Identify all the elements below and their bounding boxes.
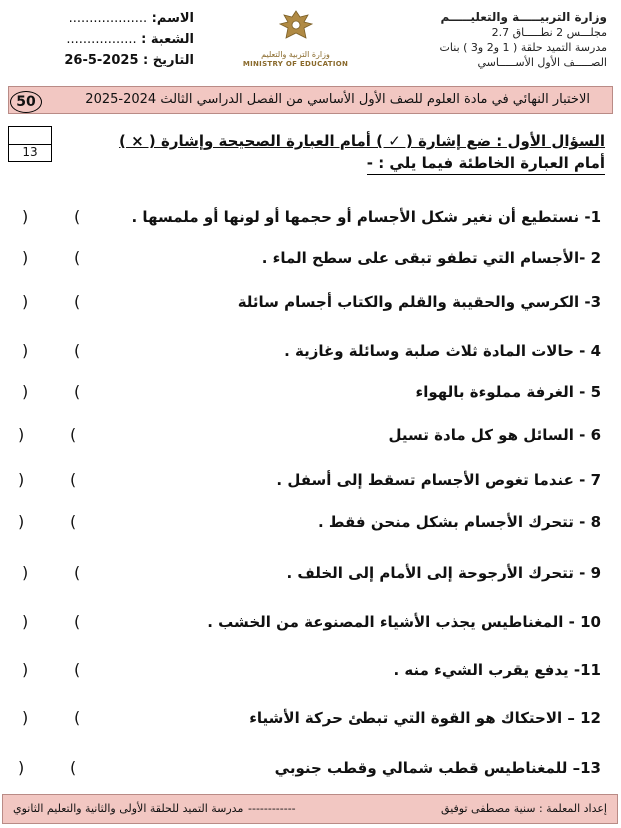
item-text: 2 -الأجسام التي تطفو تبقى على سطح الماء . [261, 249, 601, 267]
answer-paren-open: ) [22, 612, 29, 631]
student-info [14, 8, 194, 71]
total-score-badge: 50 [10, 91, 42, 113]
teacher-credit: إعداد المعلمة : سنية مصطفى توفيق [441, 802, 607, 815]
list-item [0, 288, 621, 318]
answer-paren-open: ) [22, 660, 29, 679]
list-item [0, 508, 621, 538]
answer-paren-open: ) [22, 563, 29, 582]
item-text: 13– للمغناطيس قطب شمالي وقطب جنوبي [274, 759, 601, 777]
answer-paren-close[interactable]: ( [74, 708, 81, 727]
answer-paren-close[interactable]: ( [74, 612, 81, 631]
school-name: مدرسة التميد للحلقة الأولى والثانية والتعليم الثانوي [13, 802, 244, 815]
date-value: 26-5-2025 [64, 53, 139, 68]
question-heading [65, 130, 605, 175]
question-score: 13 [22, 145, 38, 159]
answer-paren-open: ) [22, 341, 29, 360]
falcon-emblem-icon [276, 8, 316, 46]
name-row [14, 8, 194, 29]
answer-paren-close[interactable]: ( [74, 563, 81, 582]
list-item [0, 656, 621, 686]
ministry-line: مدرسة التميد حلقة ( 1 و2 و3 ) بنات [439, 41, 607, 54]
item-text: 12 – الاحتكاك هو القوة التي تبطئ حركة الأشياء [249, 709, 601, 727]
question-score-box [8, 126, 52, 162]
date-row [14, 50, 194, 71]
answer-paren-close[interactable]: ( [74, 248, 81, 267]
list-item [0, 421, 621, 451]
answer-paren-open: ) [22, 207, 29, 226]
question-line-1: السؤال الأول : ضع إشارة ( ✓ ) أمام العبارة الصحيحة وإشارة ( × ) [119, 132, 605, 150]
answer-paren-close[interactable]: ( [70, 758, 77, 777]
ministry-line: وزارة التربيـــــة والتعليـــــم [440, 10, 607, 24]
answer-paren-close[interactable]: ( [70, 425, 77, 444]
section-label: الشعبة : [141, 32, 194, 47]
name-label: الاسم: [151, 11, 194, 26]
answer-paren-close[interactable]: ( [74, 207, 81, 226]
list-item [0, 704, 621, 734]
ministry-header [397, 10, 607, 70]
item-text: 4 - حالات المادة ثلاث صلبة وسائلة وغازية . [284, 342, 601, 360]
list-item [0, 337, 621, 367]
item-text: 11- يدفع يقرب الشيء منه . [393, 661, 601, 679]
answer-paren-close[interactable]: ( [70, 470, 77, 489]
item-text: 1- نستطيع أن نغير شكل الأجسام أو حجمها أو لونها أو ملمسها . [131, 208, 601, 226]
name-field: ................... [68, 11, 148, 26]
answer-paren-open: ) [18, 425, 25, 444]
list-item [0, 466, 621, 496]
answer-paren-open: ) [18, 758, 25, 777]
section-row [14, 29, 194, 50]
answer-paren-close[interactable]: ( [74, 341, 81, 360]
list-item [0, 244, 621, 274]
section-field: ................. [66, 32, 137, 47]
answer-paren-open: ) [22, 382, 29, 401]
answer-paren-close[interactable]: ( [74, 382, 81, 401]
list-item [0, 754, 621, 784]
answer-paren-open: ) [18, 512, 25, 531]
item-text: 3- الكرسي والحقيبة والقلم والكتاب أجسام سائلة [237, 293, 601, 311]
logo-english: MINISTRY OF EDUCATION [242, 60, 349, 68]
date-label: التاريخ : [143, 53, 194, 68]
ministry-logo [238, 8, 353, 72]
footer-bar [2, 794, 618, 824]
list-item [0, 203, 621, 233]
item-text: 10 - المغناطيس يجذب الأشياء المصنوعة من الخشب . [207, 613, 601, 631]
exam-title: الاختبار النهائي في مادة العلوم للصف الأول الأساسي من الفصل الدراسي الثالث 2024-2025 [85, 92, 590, 107]
answer-paren-open: ) [22, 708, 29, 727]
item-text: 5 - الغرفة مملوءة بالهواء [415, 383, 601, 401]
item-text: 8 - تتحرك الأجسام بشكل منحن فقط . [318, 513, 601, 531]
answer-paren-close[interactable]: ( [74, 292, 81, 311]
list-item [0, 608, 621, 638]
question-line-2: أمام العبارة الخاطئة فيما يلي : - [367, 152, 605, 175]
exam-title-bar [8, 86, 613, 114]
answer-paren-close[interactable]: ( [74, 660, 81, 679]
ministry-line: مجلـــس 2 نطـــــاق 2.7 [491, 26, 607, 39]
item-text: 7 - عندما تغوص الأجسام تسقط إلى أسفل . [276, 471, 601, 489]
answer-paren-open: ) [22, 248, 29, 267]
list-item [0, 559, 621, 589]
item-text: 9 - تتحرك الأرجوحة إلى الأمام إلى الخلف . [286, 564, 601, 582]
answer-paren-open: ) [18, 470, 25, 489]
list-item [0, 378, 621, 408]
ministry-line: الصـــــف الأول الأســـــاسي [477, 56, 607, 69]
answer-paren-close[interactable]: ( [70, 512, 77, 531]
logo-arabic: وزارة التربية والتعليم [261, 50, 330, 59]
footer-dashes: ------------ [248, 802, 296, 815]
item-text: 6 - السائل هو كل مادة تسيل [388, 426, 601, 444]
answer-paren-open: ) [22, 292, 29, 311]
